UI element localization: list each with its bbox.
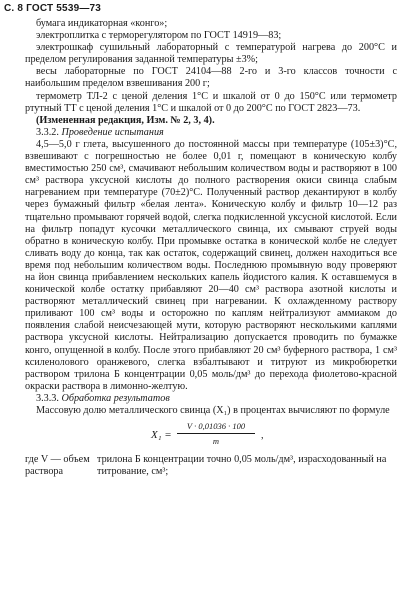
variable-definition-text: трилона Б концентрации точно 0,05 моль/дм³, израсходованный на титрование, см³;	[97, 454, 387, 478]
equipment-item-drying-oven: электрошкаф сушильный лабораторный с температурой нагрева до 200°С и пределом регулирования заданной температуры ±3%;	[25, 42, 397, 66]
formula-numerator: V · 0,01036 · 100	[177, 420, 255, 434]
section-heading-3-3-2	[25, 127, 397, 139]
section-heading-3-3-3	[25, 393, 397, 405]
page-body	[25, 18, 397, 478]
procedure-paragraph: 4,5—5,0 г глета, высушенного до постоянной массы при температуре (105±3)°С, взвешивают с погрешностью не более 0,01 г, помещают в коническую колбу вместимостью 250 см³, смачивают небольшим количеством воды и растворяют в 100 см³ раствора уксусной кислоты до полного растворения окиси свинца слабым нагреванием при температуре (70±2)°С. Полученный раствор декантируют в колбу через бумажный фильтр «белая лента». Коническую колбу и фильтр 10—12 раз тщательно промывают горячей водой, слегка подкисленной уксусной кислотой. Если на фильтр попадут кусочки металлического свинца, их смывают струей воды обратно в коническую колбу. При промывке остатка в конической колбе не следует сливать воду до конца, так как остаток, содержащий свинец, должен находиться все время под небольшим количеством воды. Последнюю промывную воду проверяют на йон свинца прибавлением нескольких капель йодистого калия. К оставшемуся в конической колбе остатку прибавляют 20—40 см³ раствора азотной кислоты и растворяют металлический свинец при нагревании. К охлажденному раствору приливают 100 см³ воды и осторожно по каплям нейтрализуют аммиаком до появления слабой неисчезающей мути, которую растворяют несколькими каплями раствора уксусной кислоты. Нейтрализацию допускается проводить по бумажке конго, опущенной в колбу. После этого прибавляют 20 см³ буферного раствора, 1 см³ ксиленолового оранжевого, слегка взбалтывают и титруют из микробюретки раствором трилона Б концентрации 0,05 моль/дм³ до перехода фиолетово-красной окраски раствора в лимонно-желтую.	[25, 138, 397, 392]
section-title: Обработка результатов	[61, 392, 170, 404]
section-number: 3.3.3.	[36, 392, 59, 404]
page-header: С. 8 ГОСТ 5539—73	[4, 3, 102, 14]
formula-fraction	[177, 420, 255, 447]
formula-intro-paragraph: Массовую долю металлического свинца (X₁) в процентах вычисляют по формуле	[36, 405, 390, 416]
formula-denominator: m	[212, 436, 220, 447]
equipment-item-scales: весы лабораторные по ГОСТ 24104—88 2-го и 3-го классов точности с наибольшим пределом взвешивания 200 г;	[25, 66, 397, 90]
equipment-item-thermometer: термометр ТЛ-2 с ценой деления 1°С и шкалой от 0 до 150°С или термометр ртутный ТТ с ценой деления 1°С и шкалой от 0 до 200°С по ГОСТ 2823—73.	[25, 90, 397, 114]
section-number: 3.3.2.	[36, 126, 59, 138]
variable-definition-lead: где V — объем раствора	[25, 454, 90, 478]
section-title: Проведение испытания	[61, 126, 164, 138]
variable-definition	[25, 454, 397, 478]
formula-lhs: X₁ =	[151, 429, 172, 442]
equipment-item-indicator-paper: бумага индикаторная «конго»;	[36, 18, 168, 29]
amendment-note: (Измененная редакция, Изм. № 2, 3, 4).	[36, 114, 215, 126]
equipment-item-hotplate: электроплитка с терморегулятором по ГОСТ 14919—83;	[36, 30, 282, 42]
formula-comma: ,	[261, 430, 264, 442]
mass-fraction-formula	[25, 418, 397, 454]
